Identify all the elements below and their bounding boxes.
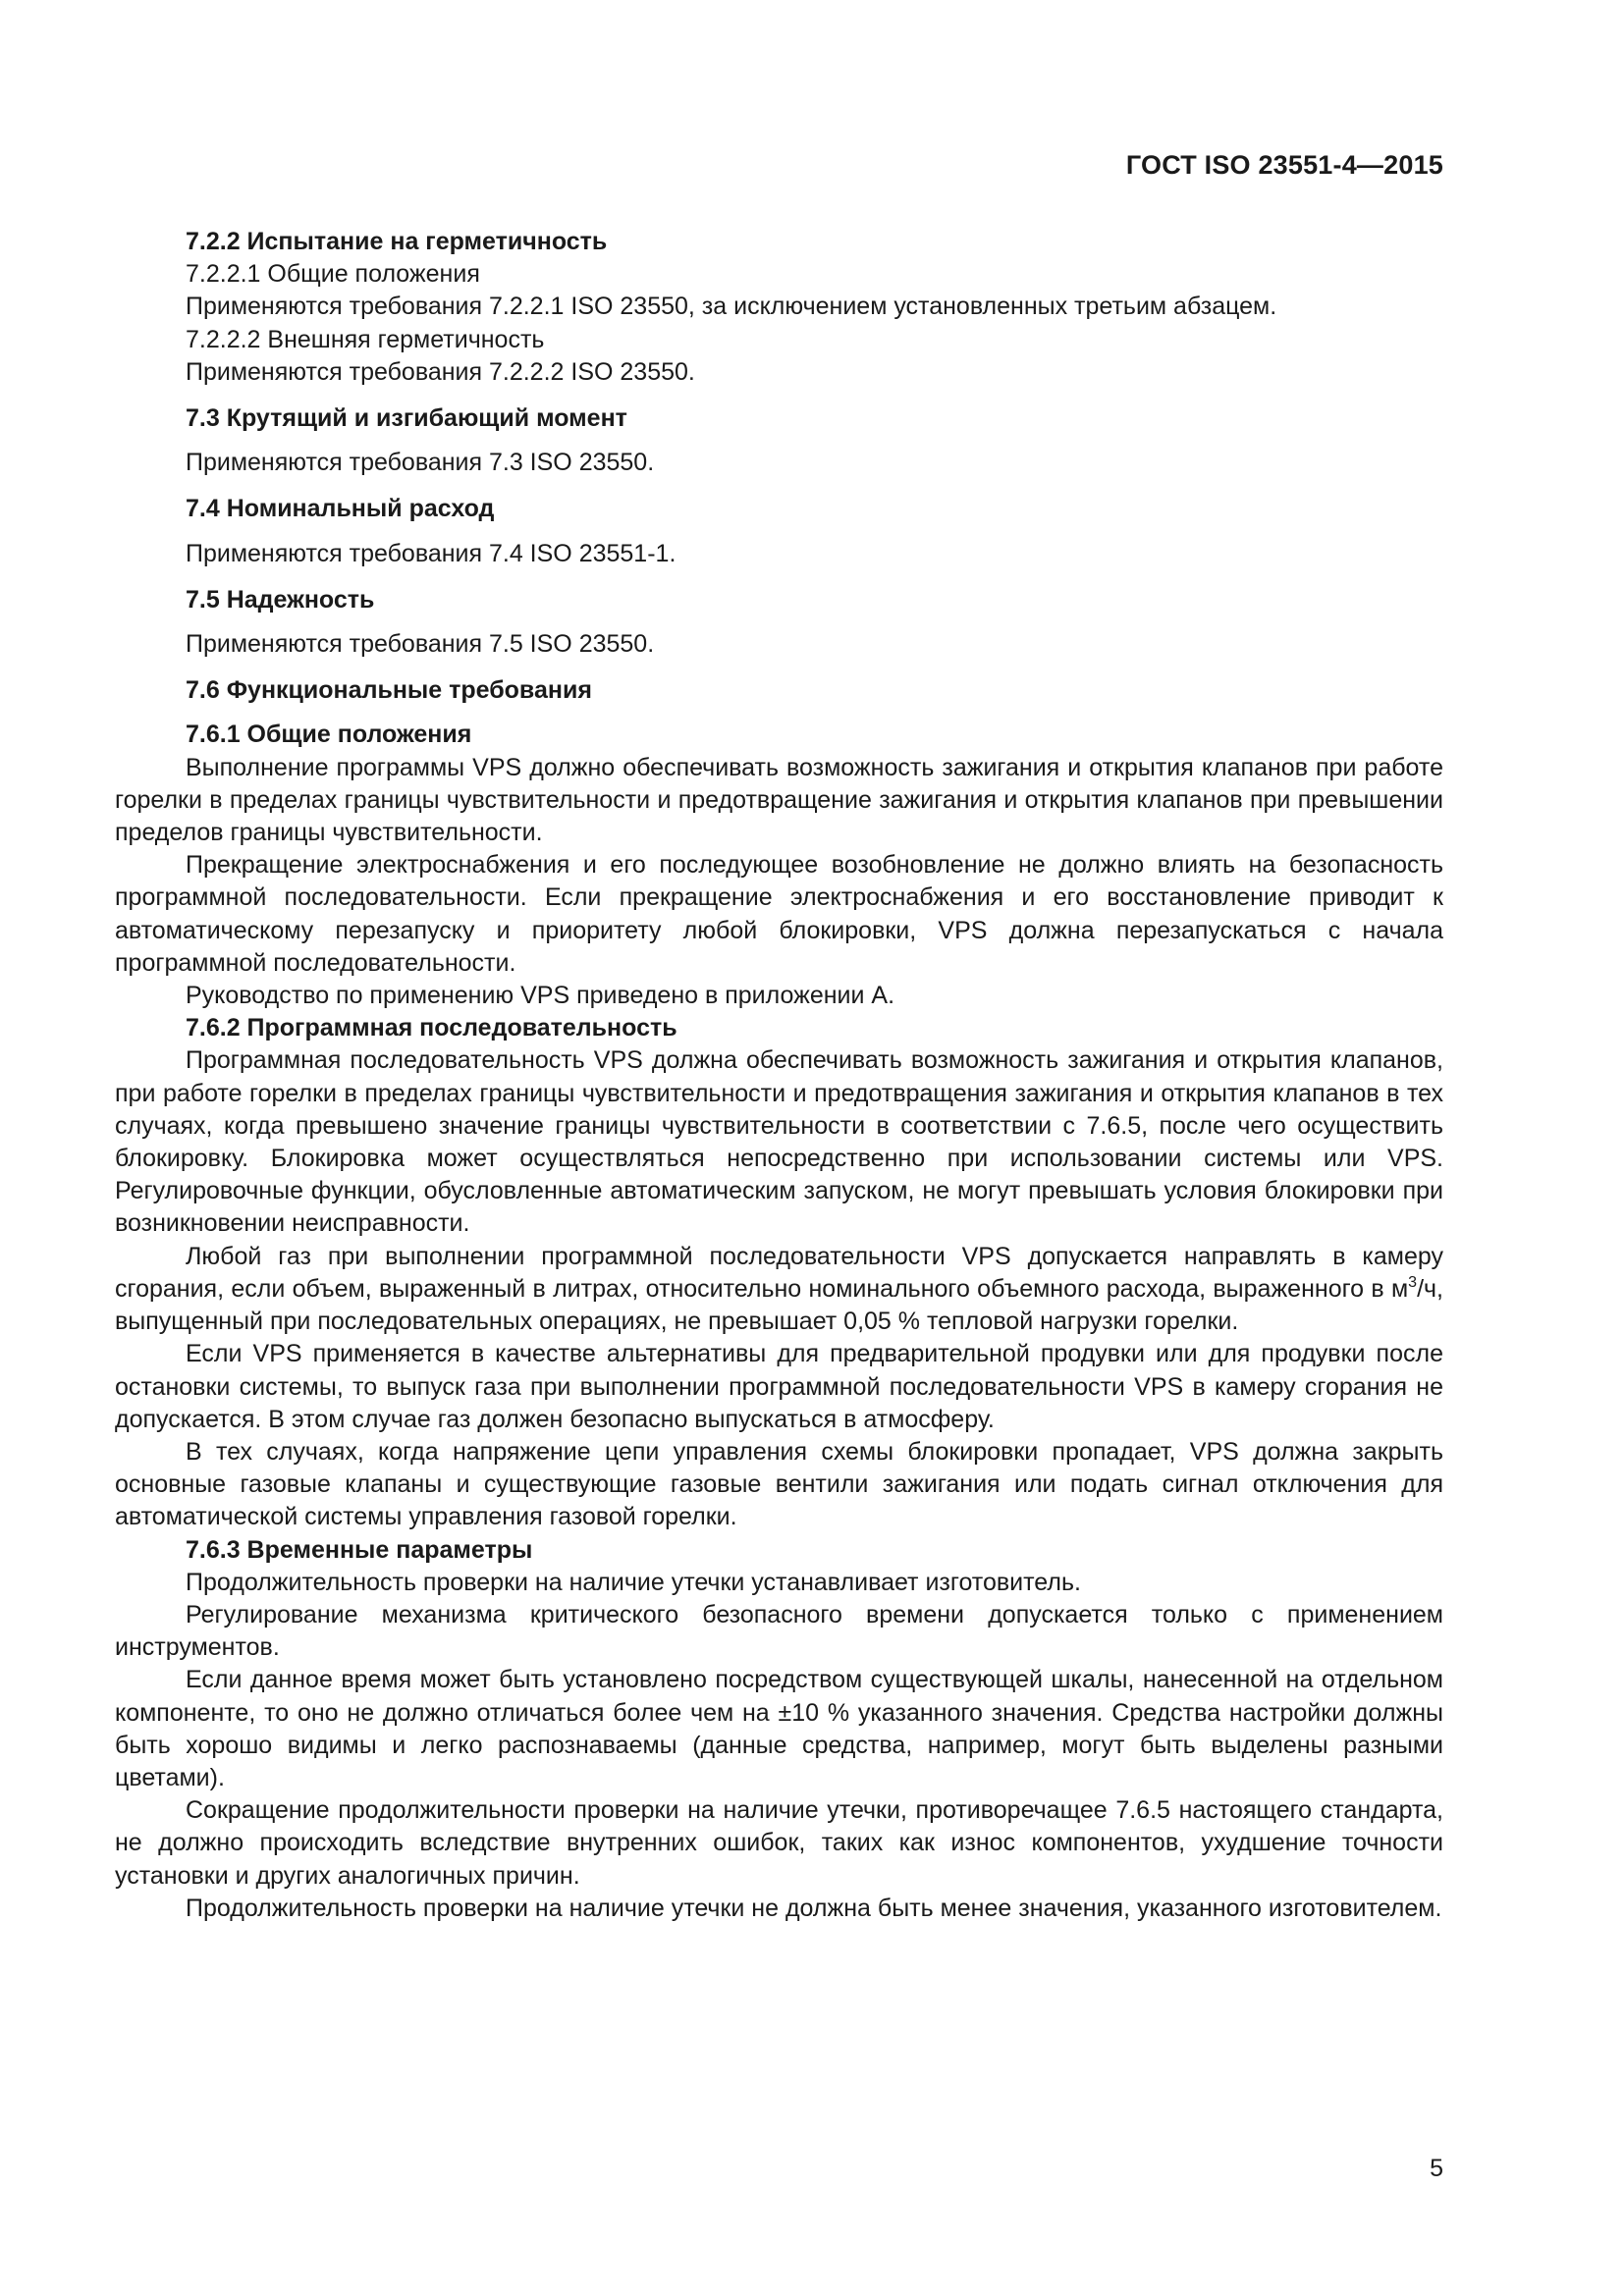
page-number: 5 [1430,2155,1443,2182]
paragraph: Выполнение программы VPS должно обеспечивать возможность зажигания и открытия клапанов при работе горелки в пределах границы чувствительности и предотвращение зажигания и открытия клапанов при превышении пределов границы чувствительности. [115,753,1443,847]
section-7-3-title: 7.3 Крутящий и изгибающий момент [186,404,627,433]
section-7-5-title: 7.5 Надежность [186,585,375,614]
section-7-6-1-title: 7.6.1 Общие положения [186,721,472,749]
paragraph: Если данное время может быть установлено посредством существующей шкалы, нанесенной на отдельном компоненте, то оно не должно отличаться более чем на ±10 % указанного значения. Средства настройки должны быть хорошо видимы и легко распознаваемы (данные средства, например, могут быть выделены разными цветами). [115,1666,1443,1791]
page-body [115,226,1443,1925]
section-7-2-2-2-title: 7.2.2.2 Внешняя герметичность [186,325,545,353]
paragraph: Сокращение продолжительности проверки на наличие утечки, противоречащее 7.6.5 настоящего стандарта, не должно происходить вследствие внутренних ошибок, таких как износ компонентов, ухудшение точности установки и других аналогичных причин. [115,1796,1443,1890]
section-7-4-title: 7.4 Номинальный расход [186,495,495,523]
section-7-5-text: Применяются требования 7.5 ISO 23550. [186,630,655,659]
section-7-6-title: 7.6 Функциональные требования [186,676,592,705]
section-7-2-2-title: 7.2.2 Испытание на герметичность [186,228,608,255]
paragraph: Регулирование механизма критического безопасного времени допускается только с применением инструментов. [115,1600,1443,1662]
section-7-2-2-2-text: Применяются требования 7.2.2.2 ISO 23550. [186,357,695,386]
superscript: 3 [1408,1273,1418,1291]
paragraph-with-superscript [115,1241,1443,1339]
document-header: ГОСТ ISO 23551-4—2015 [1125,150,1443,180]
section-7-3-text: Применяются требования 7.3 ISO 23550. [186,449,655,477]
section-7-2-2-1-text: Применяются требования 7.2.2.1 ISO 23550, за исключением установленных третьим абзацем. [186,293,1277,321]
section-7-6-3-title: 7.6.3 Временные параметры [186,1535,533,1564]
paragraph: Прекращение электроснабжения и его последующее возобновление не должно влиять на безопасность программной последовательности. Если прекращение электроснабжения и его восстановление приводит к автоматическому перезапуску и приоритету любой блокировки, VPS должна перезапускаться с начала программной последовательности. [115,851,1443,977]
paragraph: Продолжительность проверки на наличие утечки устанавливает изготовитель. [186,1568,1081,1596]
paragraph-text-part: Любой газ при выполнении программной последовательности VPS допускается направлять в камеру сгорания, если объем, выраженный в литрах, относительно номинального объемного расхода, выраженного в м [115,1242,1443,1303]
section-7-2-2-1-title: 7.2.2.1 Общие положения [186,260,480,289]
paragraph: Продолжительность проверки на наличие утечки не должна быть менее значения, указанного изготовителем. [186,1894,1442,1922]
section-7-6-2-title: 7.6.2 Программная последовательность [186,1014,677,1042]
paragraph: В тех случаях, когда напряжение цепи управления схемы блокировки пропадает, VPS должна закрыть основные газовые клапаны и существующие газовые вентили зажигания или подать сигнал отключения для автоматической системы управления газовой горелки. [115,1437,1443,1531]
paragraph: Если VPS применяется в качестве альтернативы для предварительной продувки или для продувки после остановки системы, то выпуск газа при выполнении программной последовательности VPS в камеру сгорания не допускается. В этом случае газ должен безопасно выпускаться в атмосферу. [115,1340,1443,1433]
paragraph-text-part: /ч, выпущенный при последовательных операциях, не превышает 0,05 % тепловой нагрузки горелки. [115,1274,1443,1336]
section-7-4-text: Применяются требования 7.4 ISO 23551-1. [186,539,677,567]
paragraph: Руководство по применению VPS приведено в приложении А. [186,982,895,1010]
paragraph: Программная последовательность VPS должна обеспечивать возможность зажигания и открытия клапанов, при работе горелки в пределах границы чувствительности и предотвращения зажигания и открытия клапанов в тех случаях, когда превышено значение границы чувствительности в соответствии с 7.6.5, после чего осуществить блокировку. Блокировка может осуществляться непосредственно при использовании системы или VPS. Регулировочные функции, обусловленные автоматическим запуском, не могут превышать условия блокировки при возникновении неисправности. [115,1046,1443,1238]
